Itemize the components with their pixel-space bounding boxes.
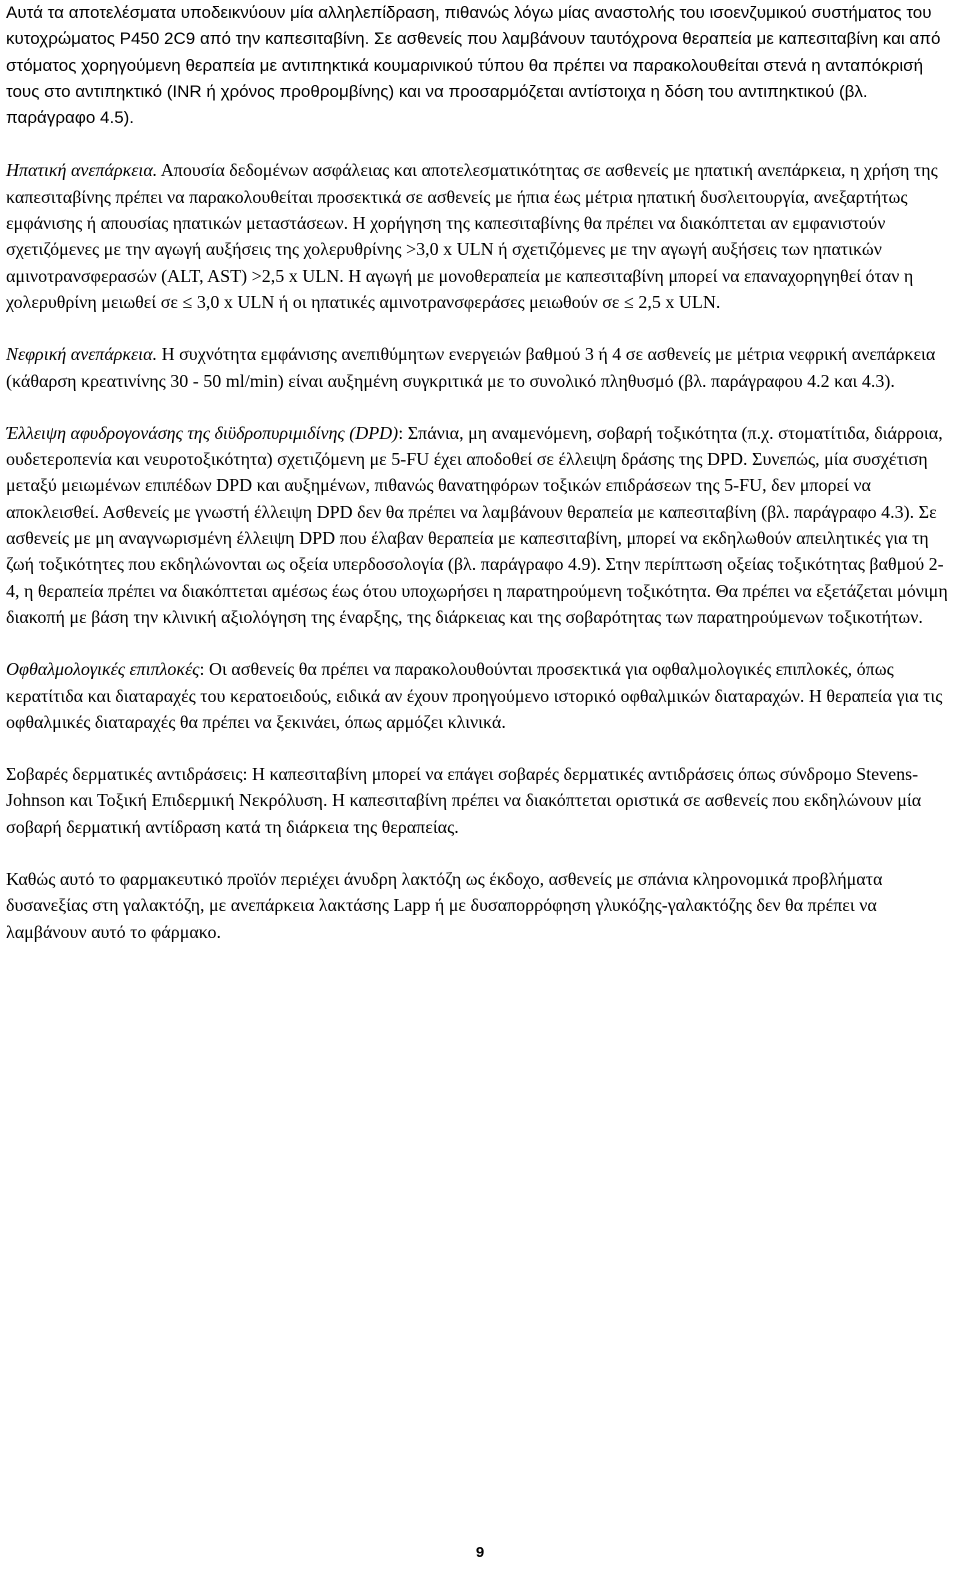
paragraph-warfarin-interaction: Αυτά τα αποτελέσματα υποδεικνύουν μία αλληλεπίδραση, πιθανώς λόγω μίας αναστολής του ισοενζυμικού συστήματος του κυτοχρώματος P450 2C9 από την καπεσιταβίνη. Σε ασθενείς που λαμβάνουν ταυτόχρονα θεραπεία με καπεσιταβίνη και από στόματος χορηγούμενη θεραπεία με αντιπηκτικά κουμαρινικού τύπου θα πρέπει να παρακολουθείται στενά η ανταπόκρισή τους στο αντιπηκτικό (INR ή χρόνος προθρομβίνης) και να προσαρμόζεται αντίστοιχα η δόση του αντιπηκτικού (βλ. παράγραφο 4.5). [6, 3, 941, 128]
heading-ophthalmic-complications: Οφθαλμολογικές επιπλοκές [6, 659, 200, 680]
text-dpd-deficiency: : Σπάνια, μη αναμενόμενη, σοβαρή τοξικότητα (π.χ. στοματίτιδα, διάρροια, ουδετεροπενία και νευροτοξικότητα) σχετιζόμενη με 5-FU έχει αποδοθεί σε έλλειψη δράσης της DPD. Συνεπώς, μία συσχέτιση μεταξύ μειωμένων επιπέδων DPD και αυξημένων, πιθανώς θανατηφόρων τοξικών επιδράσεων της 5-FU, δεν μπορεί να αποκλεισθεί. Ασθενείς με γνωστή έλλειψη DPD δεν θα πρέπει να λαμβάνουν θεραπεία με καπεσιταβίνη (βλ. παράγραφο 4.3). Σε ασθενείς με μη αναγνωρισμένη έλλειψη DPD που έλαβαν θεραπεία με καπεσιταβίνη, μπορεί να εκδηλωθούν απειλητικές για τη ζωή τοξικότητες που εκδηλώνονται ως οξεία υπερδοσολογία (βλ. παράγραφο 4.9). Στην περίπτωση οξείας τοξικότητας βαθμού 2-4, η θεραπεία πρέπει να διακόπτεται αμέσως έως ότου υποχωρήσει η παρατηρούμενη τοξικότητα. Θα πρέπει να εξετάζεται μόνιμη διακοπή με βάση την κλινική αξιολόγηση της έναρξης, της διάρκειας και της σοβαρότητας των παρατηρούμενων τοξικοτήτων. [6, 422, 948, 627]
heading-hepatic-impairment: Ηπατική ανεπάρκεια. [6, 160, 158, 181]
paragraph-ophthalmic-complications [6, 656, 950, 735]
paragraph-dpd-deficiency [6, 420, 950, 630]
page-number: 9 [475, 1544, 485, 1561]
text-renal-impairment: Η συχνότητα εμφάνισης ανεπιθύμητων ενεργειών βαθμού 3 ή 4 σε ασθενείς με μέτρια νεφρική ανεπάρκεια (κάθαρση κρεατινίνης 30 - 50 ml/min) είναι αυξημένη συγκριτικά με το συνολικό πληθυσμό (βλ. παράγραφου 4.2 και 4.3). [6, 344, 936, 391]
text-hepatic-impairment: Απουσία δεδομένων ασφάλειας και αποτελεσματικότητας σε ασθενείς με ηπατική ανεπάρκεια, η χρήση της καπεσιταβίνης πρέπει να παρακολουθείται προσεκτικά σε ασθενείς με ήπια έως μέτρια ηπατική δυσλειτουργία, ανεξαρτήτως εμφάνισης ή απουσίας ηπατικών μεταστάσεων. Η χορήγηση της καπεσιταβίνης θα πρέπει να διακόπτεται αν εμφανιστούν σχετιζόμενες με την αγωγή αυξήσεις της χολερυθρίνης >3,0 x ULN ή σχετιζόμενες με την αγωγή αυξήσεις των ηπατικών αμινοτρανσφερασών (ALT, AST) >2,5 x ULN. Η αγωγή με μονοθεραπεία με καπεσιταβίνη μπορεί να επαναχορηγηθεί όταν η χολερυθρίνη μειωθεί σε ≤ 3,0 x ULN ή οι ηπατικές αμινοτρανσφεράσες μειωθούν σε ≤ 2,5 x ULN. [6, 160, 938, 312]
heading-dpd-deficiency: Έλλειψη αφυδρογονάσης της διϋδροπυριμιδίνης (DPD) [6, 422, 399, 443]
paragraph-hepatic-impairment [6, 157, 950, 315]
paragraph-renal-impairment [6, 341, 950, 394]
heading-renal-impairment: Νεφρική ανεπάρκεια. [6, 344, 158, 365]
paragraph-lactose: Καθώς αυτό το φαρμακευτικό προϊόν περιέχει άνυδρη λακτόζη ως έκδοχο, ασθενείς με σπάνια κληρονομικά προβλήματα δυσανεξίας στη γαλακτόζη, με ανεπάρκεια λακτάσης Lapp ή με δυσαπορρόφηση γλυκόζης-γαλακτόζης δεν θα πρέπει να λαμβάνουν αυτό το φάρμακο. [6, 869, 883, 942]
document-page [6, 0, 950, 971]
text-ophthalmic-complications: : Οι ασθενείς θα πρέπει να παρακολουθούνται προσεκτικά για οφθαλμολογικές επιπλοκές, όπως κερατίτιδα και διαταραχές του κερατοειδούς, ειδικά αν έχουν προηγούμενο ιστορικό οφθαλμικών διαταραχών. Η θεραπεία για τις οφθαλμικές διαταραχές θα πρέπει να ξεκινάει, όπως αρμόζει κλινικά. [6, 659, 943, 732]
paragraph-skin-reactions: Σοβαρές δερματικές αντιδράσεις: Η καπεσιταβίνη μπορεί να επάγει σοβαρές δερματικές αντιδράσεις όπως σύνδρομο Stevens-Johnson και Τοξική Επιδερμική Νεκρόλυση. Η καπεσιταβίνη πρέπει να διακόπτεται οριστικά σε ασθενείς που εκδηλώνουν μία σοβαρή δερματική αντίδραση κατά τη διάρκεια της θεραπείας. [6, 764, 922, 837]
